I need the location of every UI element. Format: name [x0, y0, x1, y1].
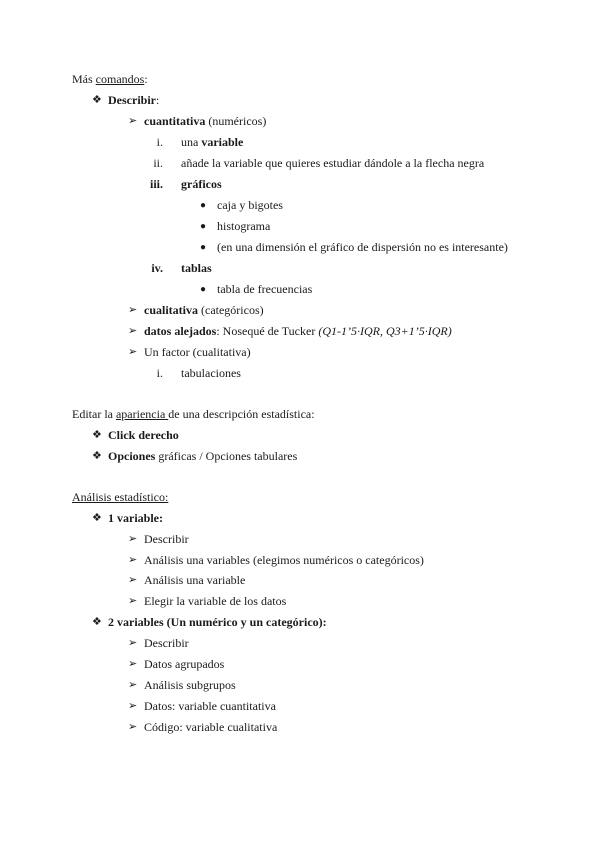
graficos-bullet: histograma	[217, 219, 271, 233]
tablas-bullet: tabla de frecuencias	[217, 282, 313, 296]
two-var-step: Datos: variable cuantitativa	[144, 699, 276, 713]
arrow-bullet-icon: ➢	[128, 679, 138, 691]
arrow-bullet-icon: ➢	[128, 304, 138, 316]
opciones-item: Opciones gráficas / Opciones tabulares	[108, 449, 298, 463]
diamond-bullet-icon: ❖	[92, 512, 102, 524]
one-var-step: Elegir la variable de los datos	[144, 594, 287, 608]
roman-numeral: i.	[156, 135, 163, 149]
diamond-bullet-icon: ❖	[92, 94, 102, 106]
un-factor-item: Un factor (cualitativa)	[144, 345, 251, 359]
arrow-bullet-icon: ➢	[128, 554, 138, 566]
datos-alejados-item: datos alejados: Nosequé de Tucker (Q1-1’5·IQR, Q3+1’5·IQR)	[144, 324, 452, 338]
diamond-bullet-icon: ❖	[92, 616, 102, 628]
arrow-bullet-icon: ➢	[128, 115, 138, 127]
graficos-bullet: caja y bigotes	[217, 198, 283, 212]
arrow-bullet-icon: ➢	[128, 721, 138, 733]
tablas-item: tablas	[181, 261, 212, 275]
cuantitativa-step-variable: una variable	[181, 135, 244, 149]
one-var-step: Análisis una variable	[144, 573, 246, 587]
cuantitativa-step-flecha: añade la variable que quieres estudiar dándole a la flecha negra	[181, 156, 485, 170]
section-heading-editar-apariencia: Editar la apariencia de una descripción estadística:	[72, 407, 315, 421]
dot-bullet-icon: ●	[200, 221, 207, 232]
two-var-step: Análisis subgrupos	[144, 678, 236, 692]
arrow-bullet-icon: ➢	[128, 533, 138, 545]
click-derecho-item: Click derecho	[108, 428, 179, 442]
roman-numeral: iii.	[149, 177, 163, 191]
section-heading-mas-comandos: Más comandos:	[72, 72, 148, 86]
arrow-bullet-icon: ➢	[128, 325, 138, 337]
two-var-step: Describir	[144, 636, 189, 650]
arrow-bullet-icon: ➢	[128, 658, 138, 670]
arrow-bullet-icon: ➢	[128, 637, 138, 649]
diamond-bullet-icon: ❖	[92, 429, 102, 441]
tukey-formula: (Q1-1’5·IQR, Q3+1’5·IQR)	[318, 324, 452, 338]
dot-bullet-icon: ●	[200, 200, 207, 211]
describir-item: Describir:	[108, 93, 160, 107]
roman-numeral: i.	[156, 366, 163, 380]
graficos-item: gráficos	[181, 177, 222, 191]
section-heading-analisis: Análisis estadístico:	[72, 490, 169, 504]
roman-numeral: ii.	[153, 156, 163, 170]
one-var-step: Análisis una variables (elegimos numéricos o categóricos)	[144, 553, 424, 567]
graficos-bullet: (en una dimensión el gráfico de dispersión no es interesante)	[217, 240, 508, 254]
cuantitativa-item: cuantitativa (numéricos)	[144, 114, 267, 128]
roman-numeral: iv.	[151, 261, 163, 275]
arrow-bullet-icon: ➢	[128, 700, 138, 712]
arrow-bullet-icon: ➢	[128, 595, 138, 607]
tabulaciones-item: tabulaciones	[181, 366, 241, 380]
one-var-step: Describir	[144, 532, 189, 546]
two-variables-item: 2 variables (Un numérico y un categórico):	[108, 615, 327, 629]
dot-bullet-icon: ●	[200, 242, 207, 253]
two-var-step: Código: variable cualitativa	[144, 720, 278, 734]
one-variable-item: 1 variable:	[108, 511, 163, 525]
two-var-step: Datos agrupados	[144, 657, 225, 671]
arrow-bullet-icon: ➢	[128, 574, 138, 586]
arrow-bullet-icon: ➢	[128, 346, 138, 358]
apariencia-link[interactable]: apariencia	[115, 407, 169, 421]
dot-bullet-icon: ●	[200, 284, 207, 295]
cualitativa-item: cualitativa (categóricos)	[144, 303, 264, 317]
comandos-link[interactable]: comandos	[95, 72, 145, 86]
diamond-bullet-icon: ❖	[92, 450, 102, 462]
